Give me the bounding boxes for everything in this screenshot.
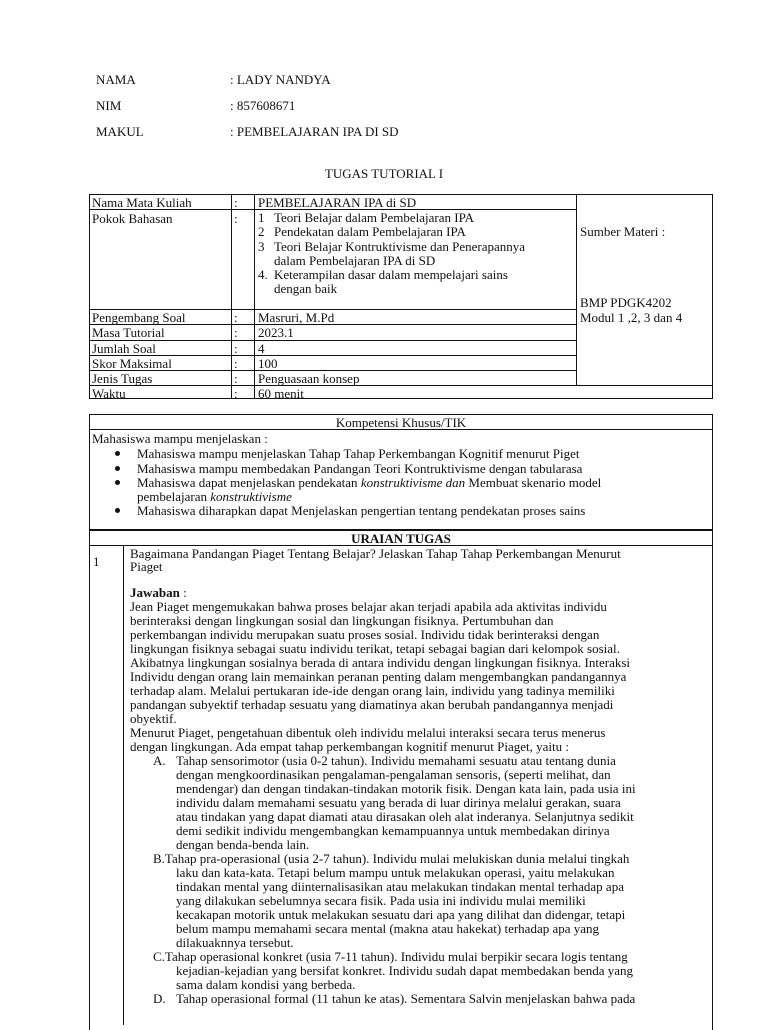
answer-line: pandangan subyektif terhadap sesuatu yang diamatinya akan berubah pandangannya menjadi [130, 697, 614, 712]
answer-line: perkembangan individu merupakan suatu proses sosial. Individu tidak berinteraksi dengan [130, 627, 600, 642]
question-text: Bagaimana Pandangan Piaget Tentang Belajar? Jelaskan Tahap Tahap Perkembangan Menurut [130, 546, 621, 561]
bullet-icon [115, 451, 120, 456]
colon: : [234, 310, 238, 325]
pokok-item: Keterampilan dasar dalam mempelajari sains [274, 267, 508, 282]
sumber-line2: Modul 1 ,2, 3 dan 4 [580, 310, 683, 325]
bullet-icon [115, 466, 120, 471]
jawaban-heading: Jawaban : [130, 585, 187, 600]
stage-b-line: tindakan mental yang diinternalisasikan atau melakukan tindakan mental terhadap apa [176, 879, 624, 894]
stage-a-line: dengan benda-benda lain. [176, 837, 310, 852]
row-value: 100 [258, 356, 278, 371]
kompetensi-table: Kompetensi Khusus/TIK Mahasiswa mampu menjelaskan : Mahasiswa mampu menjelaskan Tahap Tahap Perkembangan Kognitif menurut Piget Mahasiswa mampu membedakan Pandangan Teori Kontruktivisme dengan tabularasa Mahasiswa dapat menjelaskan pendekatan konstruktivisme dan Membuat skenario model pembelajaran konstruktivisme Mahasiswa diharapkan dapat Menjelaskan pengertian tentang pendekatan proses sains [89, 414, 713, 530]
colon: : [234, 371, 238, 386]
stage-d-line: Tahap operasional formal (11 tahun ke atas). Sementara Salvin menjelaskan bahwa pada [176, 991, 636, 1006]
colon: : [234, 211, 238, 226]
info-table [89, 194, 713, 399]
row-label: Masa Tutorial [92, 325, 165, 340]
stage-b-line: B.Tahap pra-operasional (usia 2-7 tahun). Individu mulai melukiskan dunia melalui tingkah [153, 851, 630, 866]
stage-a-line: dengan mengkoordinasikan pengalaman-pengalaman sensoris, (seperti melihat, dan [176, 767, 611, 782]
sumber-line1: BMP PDGK4202 [580, 295, 672, 310]
row-value: Penguasaan konsep [258, 371, 360, 386]
stage-b-line: belum mampu memahami secara mental (makna atau hakekat) terhadap apa yang [176, 921, 600, 936]
pokok-item-num: 1 [258, 210, 265, 225]
pokok-item-cont: dengan baik [274, 281, 338, 296]
nim-value: : 857608671 [230, 98, 296, 113]
pokok-item-num: 4. [258, 267, 268, 282]
row-value: 4 [258, 341, 265, 356]
row-value: 2023.1 [258, 325, 294, 340]
answer-line: terhadap alam. Melalui pertukaran ide-ide dengan orang lain, individu yang tadinya memiliki [130, 683, 615, 698]
colon: : [234, 356, 238, 371]
colon: : [234, 341, 238, 356]
kompetensi-intro: Mahasiswa mampu menjelaskan : [92, 431, 268, 446]
stage-a-line: atau tindakan yang dapat diamati atau dirasakan oleh alat inderanya. Selanjutnya sedikit [176, 809, 634, 824]
row-label: Jenis Tugas [92, 371, 153, 386]
answer-line: Menurut Piaget, pengetahuan dibentuk oleh individu melalui interaksi secara terus menerus [130, 725, 606, 740]
colon: : [234, 325, 238, 340]
bullet-icon [115, 508, 120, 513]
stage-b-line: dilakuaknnya tersebut. [176, 935, 294, 950]
pokok-item: Teori Belajar Kontruktivisme dan Penerapannya [274, 239, 526, 254]
kompetensi-header: Kompetensi Khusus/TIK [335, 415, 467, 430]
answer-line: Individu dengan orang lain memainkan peranan penting dalam mengembangkan pandangannya [130, 669, 627, 684]
stage-a-marker: A. [153, 753, 166, 768]
question-text-cont: Piaget [130, 559, 163, 574]
row-label: Jumlah Soal [92, 341, 156, 356]
row-value: Masruri, M.Pd [258, 310, 335, 325]
stage-b-line: yang dilakukan sebelumnya secara fisik. Pada usia ini individu mulai memiliki [176, 893, 586, 908]
pokok-item-num: 3 [258, 239, 265, 254]
pokok-item-cont: dalam Pembelajaran IPA di SD [274, 253, 436, 268]
answer-line: dengan lingkungan. Ada empat tahap perkembangan kognitif menurut Piaget, yaitu : [130, 739, 569, 754]
stage-b-line: laku dan kata-kata. Tetapi belum mampu untuk melakukan operasi, yaitu melakukan [176, 865, 615, 880]
stage-a-line: mendengar) dan dengan tindakan-tindakan motorik fisik. Dengan kata lain, pada usia ini [176, 781, 636, 796]
answer-line: berinteraksi dengan lingkungan sosial dan lingkungan fisiknya. Pertumbuhan dan [130, 613, 554, 628]
answer-line: obyektif. [130, 711, 177, 726]
pokok-label: Pokok Bahasan [92, 211, 173, 226]
pokok-item: Teori Belajar dalam Pembelajaran IPA [274, 210, 475, 225]
row-label: Skor Maksimal [92, 356, 172, 371]
stage-c-line: C.Tahap operasional konkret (usia 7-11 tahun). Individu mulai berpikir secara logis tentang [153, 949, 628, 964]
nama-value: : LADY NANDYA [230, 72, 331, 87]
answer-line: Jean Piaget mengemukakan bahwa proses belajar akan terjadi apabila ada aktivitas individu [130, 599, 607, 614]
colon: : [234, 386, 238, 401]
answer-line: Akibatnya lingkungan sosialnya berada di antara individu dengan lingkungan fisiknya. Interaksi [130, 655, 631, 670]
question-number: 1 [93, 554, 100, 569]
makul-label: MAKUL [96, 124, 144, 139]
stage-a-line: Tahap sensorimotor (usia 0-2 tahun). Individu memahami sesuatu atau tentang dunia [176, 753, 616, 768]
pokok-item-num: 2 [258, 224, 265, 239]
nama-mk-label: Nama Mata Kuliah [92, 195, 192, 210]
stage-a-line: individu dalam memahami sesuatu yang berada di luar dirinya melalui gerakan, suara [176, 795, 621, 810]
nama-label: NAMA [96, 72, 136, 87]
stage-a-line: demi sedikit individu mengembangkan kemampuannya untuk membedakan dirinya [176, 823, 610, 838]
makul-value: : PEMBELAJARAN IPA DI SD [230, 124, 399, 139]
answer-line: lingkungan fisiknya sebagai suatu individu terikat, tetapi sebagai bagian dari kelompok sosial. [130, 641, 620, 656]
row-label: Pengembang Soal [92, 310, 186, 325]
row-label: Waktu [92, 386, 126, 401]
stage-c-line: kejadian-kejadian yang bersifat konkret. Individu sudah dapat membedakan benda yang [176, 963, 634, 978]
row-value: 60 menit [258, 386, 304, 401]
stage-c-line: sama dalam kondisi yang berbeda. [176, 977, 356, 992]
pokok-item: Pendekatan dalam Pembelajaran IPA [274, 224, 466, 239]
colon: : [234, 195, 238, 210]
stage-b-line: kecakapan motorik untuk melakukan sesuatu dari apa yang dilihat dan didengar, tetapi [176, 907, 626, 922]
stage-d-marker: D. [153, 991, 166, 1006]
nim-label: NIM [96, 98, 122, 113]
bullet-icon [115, 480, 120, 485]
page-title: TUGAS TUTORIAL I [324, 166, 444, 181]
nama-mk-value: PEMBELAJARAN IPA di SD [258, 195, 417, 210]
uraian-header: URAIAN TUGAS [351, 531, 451, 546]
sumber-label: Sumber Materi : [580, 224, 666, 239]
